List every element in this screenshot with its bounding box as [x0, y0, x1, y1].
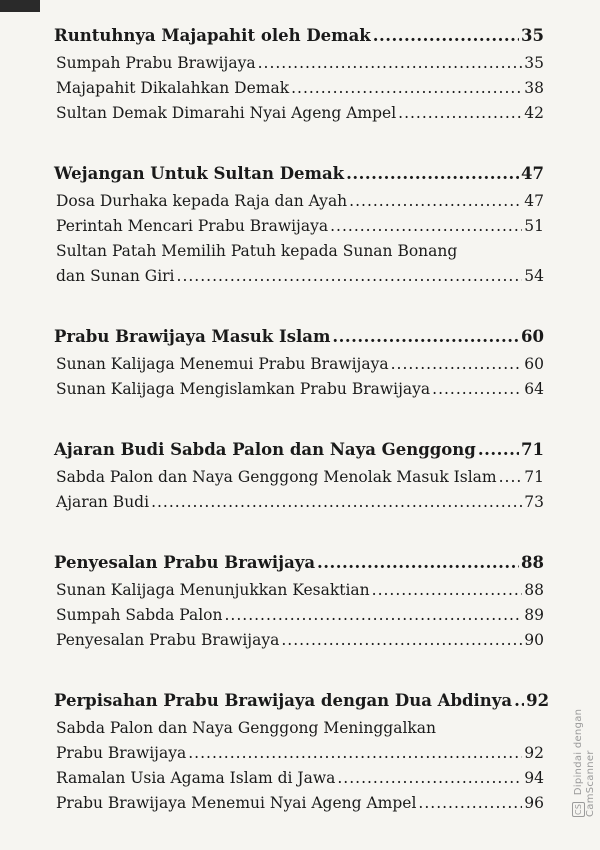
chapter-page-number: 88	[521, 553, 544, 572]
dot-leader	[330, 214, 522, 239]
entry-page-number: 42	[524, 104, 544, 122]
chapter-heading-row	[54, 436, 544, 463]
entry-page-number: 94	[524, 769, 544, 787]
chapter-title: Runtuhnya Majapahit oleh Demak	[54, 26, 371, 45]
entry-title: Penyesalan Prabu Brawijaya	[56, 631, 280, 649]
dot-leader	[372, 578, 523, 603]
entry-title: Sunan Kalijaga Menunjukkan Kesaktian	[56, 581, 370, 599]
toc-entry	[54, 377, 544, 402]
entry-page-number: 47	[524, 192, 544, 210]
entry-title-first-line: Sabda Palon dan Naya Genggong Meninggalkan	[56, 719, 437, 737]
chapter-heading-row	[54, 22, 544, 49]
dot-leader	[432, 377, 522, 402]
toc-entry	[54, 490, 544, 515]
watermark-text: Dipindai dengan CamScanner	[573, 708, 596, 817]
dot-leader	[332, 323, 519, 350]
chapter	[54, 323, 544, 402]
dot-leader	[398, 101, 522, 126]
entry-page-number: 35	[524, 54, 544, 72]
toc-entry	[54, 741, 544, 766]
dot-leader	[337, 766, 522, 791]
entry-page-number: 89	[524, 606, 544, 624]
chapter-page-number: 71	[521, 440, 544, 459]
chapter-title: Ajaran Budi Sabda Palon dan Naya Genggong	[54, 440, 476, 459]
dot-leader	[188, 741, 522, 766]
toc-entry	[54, 465, 544, 490]
dot-leader	[349, 189, 522, 214]
entry-title: dan Sunan Giri	[56, 267, 175, 285]
entry-title: Sumpah Sabda Palon	[56, 606, 223, 624]
entry-page-number: 92	[524, 744, 544, 762]
chapter-title: Penyesalan Prabu Brawijaya	[54, 553, 316, 572]
chapter-page-number: 92	[526, 691, 550, 710]
dot-leader	[225, 603, 523, 628]
chapter	[54, 436, 544, 515]
entry-page-number: 60	[524, 355, 544, 373]
chapter-title: Perpisahan Prabu Brawijaya dengan Dua Abdinya	[54, 691, 513, 710]
toc-entry	[54, 628, 544, 653]
toc-entry	[54, 264, 544, 289]
chapter	[54, 549, 544, 653]
entry-title: Dosa Durhaka kepada Raja dan Ayah	[56, 192, 348, 210]
entry-page-number: 96	[524, 794, 544, 812]
camscanner-watermark	[572, 660, 596, 817]
entry-page-number: 71	[524, 468, 544, 486]
entry-title: Prabu Brawijaya Menemui Nyai Ageng Ampel	[56, 794, 417, 812]
dot-leader	[258, 51, 523, 76]
chapter-page-number: 60	[521, 327, 544, 346]
table-of-contents	[54, 22, 550, 850]
dot-leader	[151, 490, 522, 515]
entry-title: Sumpah Prabu Brawijaya	[56, 54, 256, 72]
chapter-title: Wejangan Untuk Sultan Demak	[54, 164, 345, 183]
entry-title: Majapahit Dikalahkan Demak	[56, 79, 290, 97]
dot-leader	[317, 549, 519, 576]
entry-title: Sunan Kalijaga Mengislamkan Prabu Brawijaya	[56, 380, 431, 398]
entry-page-number: 64	[524, 380, 544, 398]
dot-leader	[177, 264, 523, 289]
dot-leader	[281, 628, 522, 653]
chapter-title: Prabu Brawijaya Masuk Islam	[54, 327, 331, 346]
dot-leader	[418, 791, 522, 816]
dot-leader	[478, 436, 519, 463]
entry-page-number: 90	[524, 631, 544, 649]
chapter-page-number: 35	[521, 26, 544, 45]
entry-page-number: 54	[524, 267, 544, 285]
chapter-heading-row	[54, 160, 544, 187]
chapter-heading-row	[54, 549, 544, 576]
chapter	[54, 22, 544, 126]
entry-page-number: 88	[524, 581, 544, 599]
toc-entry	[54, 76, 544, 101]
chapter-heading-row	[54, 687, 550, 714]
toc-entry	[54, 791, 544, 816]
entry-title: Perintah Mencari Prabu Brawijaya	[56, 217, 329, 235]
chapter-page-number: 47	[521, 164, 544, 183]
toc-entry	[54, 352, 544, 377]
dot-leader	[373, 22, 519, 49]
chapter	[54, 687, 550, 816]
chapter-heading-row	[54, 323, 544, 350]
entry-page-number: 73	[524, 493, 544, 511]
entry-title-first-line: Sultan Patah Memilih Patuh kepada Sunan Bonang	[56, 242, 458, 260]
toc-entry	[54, 101, 544, 126]
toc-entry	[54, 766, 544, 791]
dot-leader	[514, 687, 524, 714]
toc-entry	[54, 189, 544, 214]
page-edge-shadow	[0, 0, 40, 12]
entry-title: Prabu Brawijaya	[56, 744, 187, 762]
entry-title: Sunan Kalijaga Menemui Prabu Brawijaya	[56, 355, 389, 373]
camscanner-logo-icon: CS	[574, 803, 583, 815]
entry-title: Sultan Demak Dimarahi Nyai Ageng Ampel	[56, 104, 397, 122]
chapter	[54, 160, 544, 289]
dot-leader	[391, 352, 523, 377]
entry-page-number: 38	[524, 79, 544, 97]
toc-entry	[54, 603, 544, 628]
entry-page-number: 51	[524, 217, 544, 235]
entry-title: Ramalan Usia Agama Islam di Jawa	[56, 769, 336, 787]
toc-entry	[54, 51, 544, 76]
dot-leader	[346, 160, 519, 187]
dot-leader	[291, 76, 522, 101]
toc-entry	[54, 214, 544, 239]
toc-entry	[54, 578, 544, 603]
entry-title: Ajaran Budi	[56, 493, 150, 511]
dot-leader	[499, 465, 523, 490]
entry-title: Sabda Palon dan Naya Genggong Menolak Masuk Islam	[56, 468, 497, 486]
